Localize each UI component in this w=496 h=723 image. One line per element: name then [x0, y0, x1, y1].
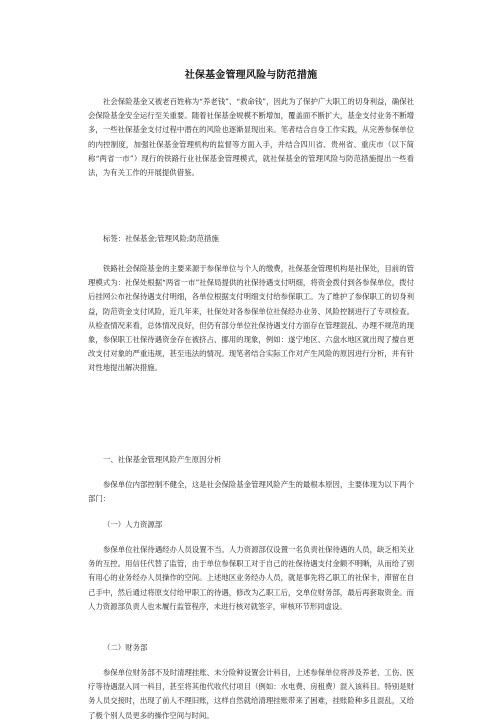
document-title: 社保基金管理风险与防范措施 [184, 70, 318, 81]
keywords-line: 标签：社保基金;管理风险;防范措施 [103, 234, 219, 243]
abstract-paragraph: 社会保险基金又被老百姓称为“养老钱”、“救命钱”，因此为了保护广大职工的切身利益，确保社会保险基金安全运行至关重要。随着社保基金规模不断增加，覆盖面不断扩大，基金支付业务不断增多，一些社保基金支付过程中潜在的风险也逐渐显现出来。笔者结合自身工作实践，从完善参保单位的内控制度，加强社保基金管理机构的监督等方面入手，并结合四川省、贵州省、重庆市（以下简称“两省一市”）现行的铁路行业社保基金管理模式，就社保基金的管理风险与防范措施提出一些看法，为有关工作的开展提供借鉴。 [88, 97, 414, 178]
subsection-heading-finance: （二）财务部 [103, 643, 148, 652]
intro-paragraph: 铁路社会保险基金的主要来源于参保单位与个人的缴费，社保基金管理机构是社保处，目前的管理模式为：社保处根据“两省一市”社保局提供的社保待遇支付明细，将资金拨付到各参保单位，拨付后挂网公布社保待遇支付明细，各单位根据支付明细支付给参保职工。为了维护了参保职工的切身利益，防范资金支付风险，近几年来，社保处对各参保单位社保经办业务、风险控制进行了专项检查。从检查情况来看，总体情况良好，但仍有部分单位社保待遇支付方面存在管理混乱、办理不规范的现象，参保职工社保待遇资金存在被挤占、挪用的现象，例如：遂宁地区、六盘水地区就出现了擅自更改支付对象的严重违规，甚至违法的情况。现笔者结合实际工作对产生风险的原因进行分析，并有针对性地提出解决措施。 [88, 264, 414, 373]
hr-paragraph: 参保单位社保待遇经办人员设置不当。人力资源部仅设置一名负责社保待遇的人员，缺乏相关业务的互控。用信任代替了监管，由于单位参保职工对于自己的社保待遇支付金额不明晰，从而给了别有用心的业务经办人员操作的空间。上述地区业务经办人员，就是事先将乙职工的社保卡，滞留在自己手中，然后通过将原支付给甲职工的待遇，修改为乙职工后，交单位财务部，最后再套取资金。而人力资源部负责人也未履行监管程序，未进行核对就签字，审核环节形同虚设。 [88, 545, 414, 611]
subsection-heading-hr: （一）人力资源部 [103, 520, 163, 529]
section-heading-causes: 一、社保基金管理风险产生原因分析 [103, 455, 222, 464]
section-intro-paragraph: 参保单位内部控制不健全，这是社会保险基金管理风险产生的最根本原因，主要体现为以下两个部门： [88, 480, 414, 504]
finance-paragraph: 参保单位财务部不及时清理挂账、未分险种设置会计科目，上述参保单位将涉及养老、工伤、医疗等待遇混入同一科目，甚至将其他代收代付项目（例如：水电费、房租费）混入该科目。特别是财务人员交接时，出现了前人不理旧账，这样自然就给清理挂账带来了困难，挂账险种多且混乱，又给了极个别人员更多的操作空间与时间。 [88, 668, 414, 720]
